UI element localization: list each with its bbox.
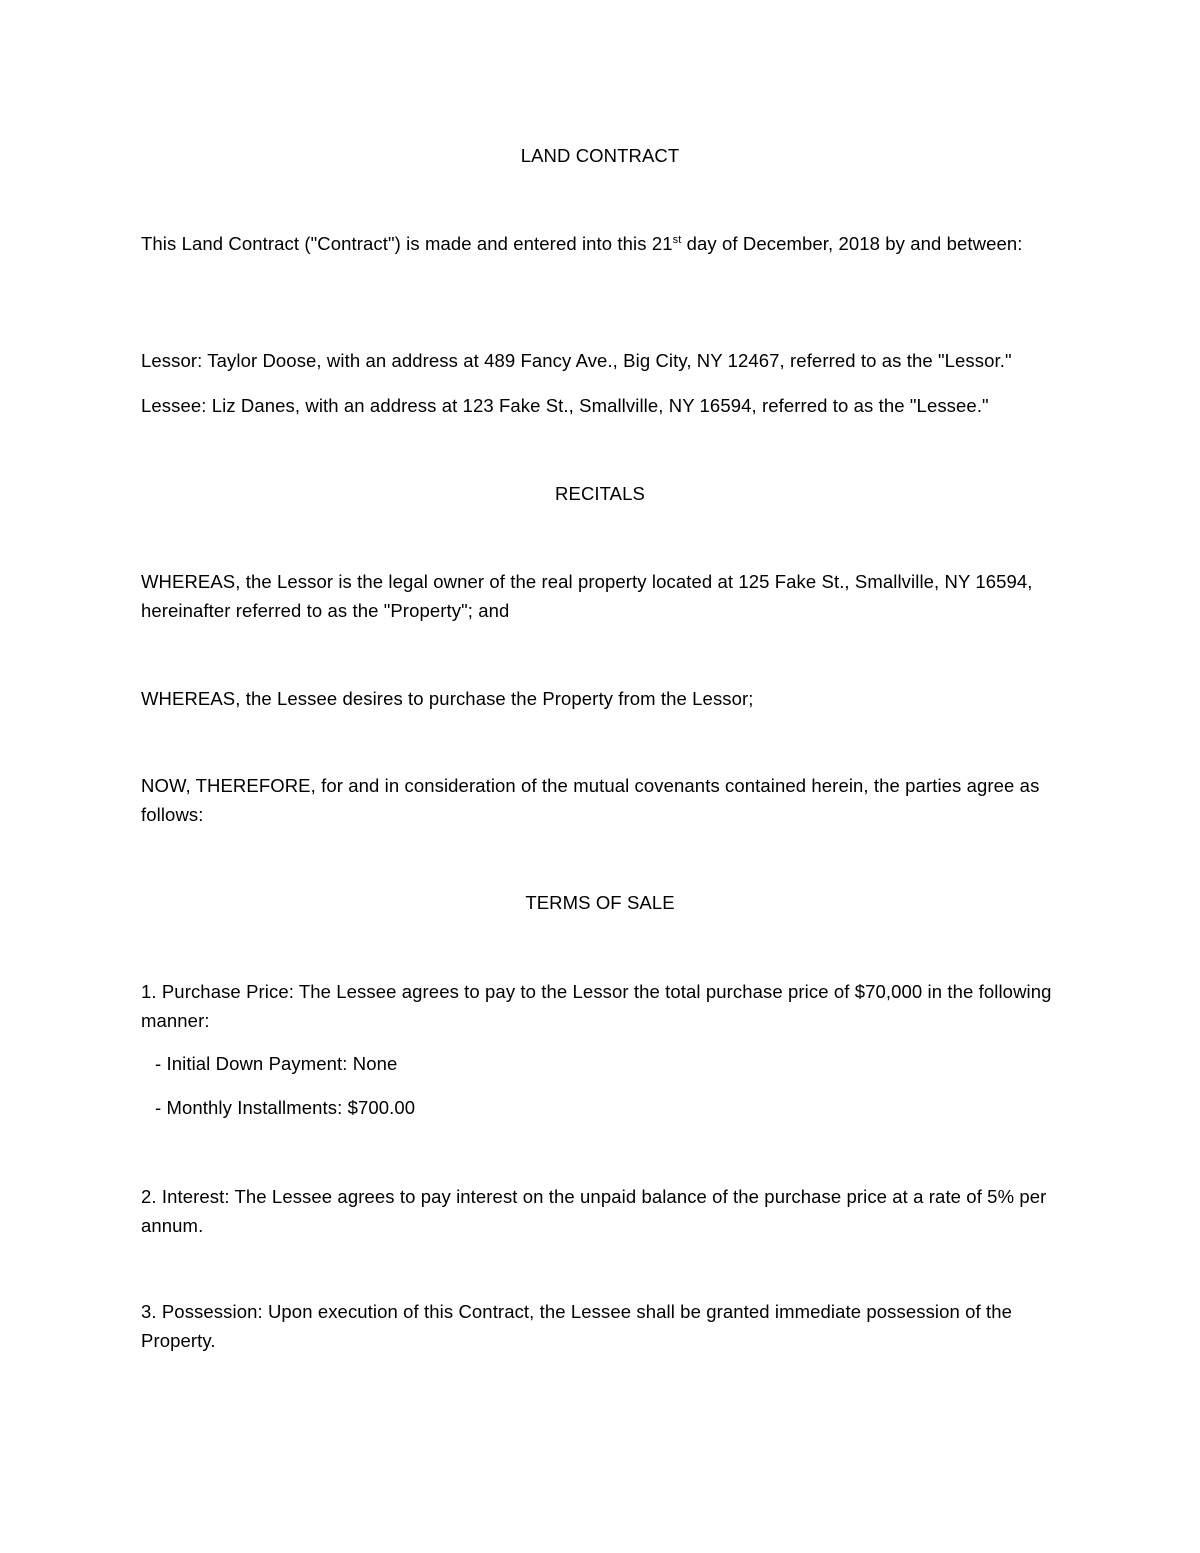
term-monthly-installments: - Monthly Installments: $700.00 (155, 1097, 416, 1118)
term-possession: 3. Possession: Upon execution of this Contract, the Lessee shall be granted immediate possession of the Property. (141, 1301, 1013, 1351)
intro-ordinal-suffix: st (672, 234, 682, 246)
intro-text-before: This Land Contract ("Contract") is made and entered into this 21 (141, 233, 673, 254)
intro-text-after: day of December, 2018 by and between: (681, 233, 1023, 254)
lessee-paragraph: Lessee: Liz Danes, with an address at 123 Fake St., Smallville, NY 16594, referred to as the "Lessee." (141, 395, 989, 416)
terms-heading: TERMS OF SALE (525, 892, 675, 913)
intro-paragraph (141, 229, 1066, 258)
term-initial-down-payment: - Initial Down Payment: None (155, 1053, 398, 1074)
term-interest: 2. Interest: The Lessee agrees to pay interest on the unpaid balance of the purchase price at a rate of 5% per annum. (141, 1186, 1047, 1236)
whereas-paragraph-2: WHEREAS, the Lessee desires to purchase the Property from the Lessor; (141, 688, 754, 709)
recitals-heading: RECITALS (555, 483, 645, 504)
now-therefore-paragraph: NOW, THEREFORE, for and in consideration of the mutual covenants contained herein, the parties agree as follows: (141, 775, 1040, 825)
whereas-paragraph-1: WHEREAS, the Lessor is the legal owner of the real property located at 125 Fake St., Smallville, NY 16594, hereinafter referred to as the "Property"; and (141, 571, 1033, 621)
lessor-paragraph: Lessor: Taylor Doose, with an address at 489 Fancy Ave., Big City, NY 12467, referred to as the "Lessor." (141, 350, 1012, 371)
term-purchase-price: 1. Purchase Price: The Lessee agrees to pay to the Lessor the total purchase price of $70,000 in the following manner: (141, 981, 1052, 1031)
document-title: LAND CONTRACT (520, 145, 680, 166)
